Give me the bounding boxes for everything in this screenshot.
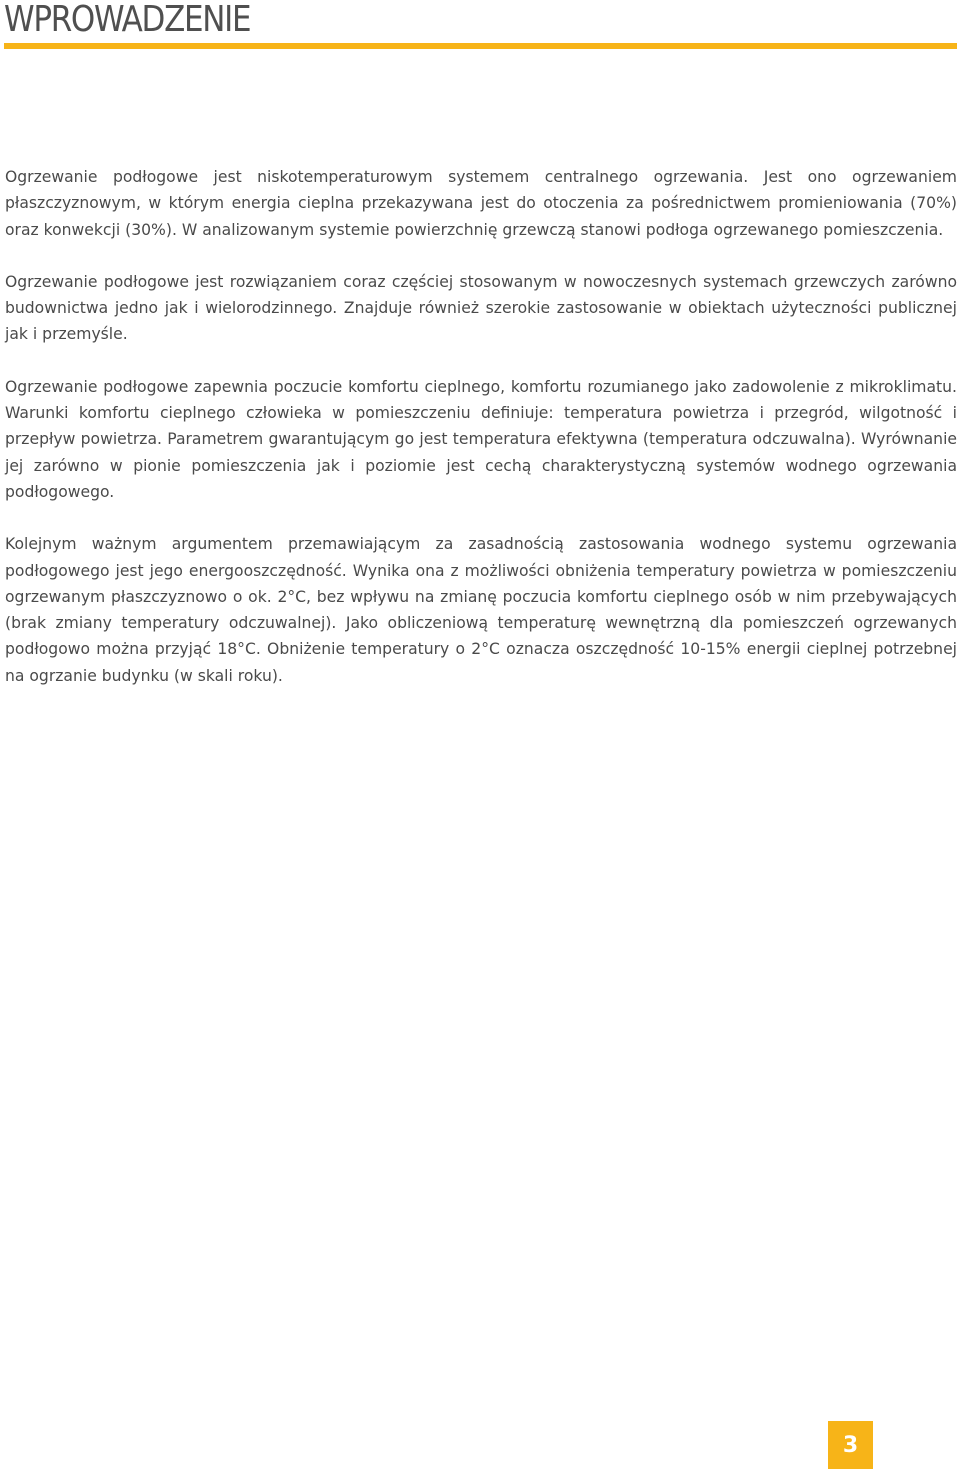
paragraph-comfort: Ogrzewanie podłogowe zapewnia poczucie komfortu cieplnego, komfortu rozumianego jako zadowolenie z mikroklimatu. Warunki komfortu cieplnego człowieka w pomieszczeniu definiuje: temperatura powietrza i przegród, wilgotność i przepływ powietrza. Parametrem gwarantującym go jest temperatura efektywna (temperatura odczuwalna). Wyrównanie jej zarówno w pionie pomieszczenia jak i poziomie jest cechą charakterystyczną systemów wodnego ogrzewania podłogowego. [5, 377, 957, 501]
paragraph-energy-saving: Kolejnym ważnym argumentem przemawiającym za zasadnością zastosowania wodnego systemu ogrzewania podłogowego jest jego energooszczędność. Wynika ona z możliwości obniżenia temperatury powietrza w pomieszczeniu ogrzewanym płaszczyznowo o ok. 2°C, bez wpływu na zmianę poczucia komfortu cieplnego osób w nim przebywających (brak zmiany temperatury odczuwalnej). Jako obliczeniową temperaturę wewnętrzną dla pomieszczeń ogrzewanych podłogowo można przyjąć 18°C. Obniżenie temperatury o 2°C oznacza oszczędność 10-15% energii cieplnej potrzebnej na ogrzanie budynku (w skali roku). [5, 535, 957, 685]
paragraph-applications: Ogrzewanie podłogowe jest rozwiązaniem coraz częściej stosowanym w nowoczesnych systemach grzewczych zarówno budownictwa jedno jak i wielorodzinnego. Znajduje również szerokie zastosowanie w obiektach użyteczności publicznej jak i przemyśle. [5, 272, 957, 344]
page-header [4, 0, 957, 40]
paragraph-intro: Ogrzewanie podłogowe jest niskotemperaturowym systemem centralnego ogrzewania. Jest ono ogrzewaniem płaszczyznowym, w którym energia cieplna przekazywana jest do otoczenia za pośrednictwem promieniowania (70%) oraz konwekcji (30%). W analizowanym systemie powierzchnię grzewczą stanowi podłoga ogrzewanego pomieszczenia. [5, 168, 957, 239]
page-number: 3 [842, 1432, 859, 1458]
page-title: WPROWADZENIE [4, 0, 251, 40]
title-underline-rule [4, 43, 957, 49]
body-text [5, 164, 957, 715]
page-number-badge [828, 1421, 873, 1469]
